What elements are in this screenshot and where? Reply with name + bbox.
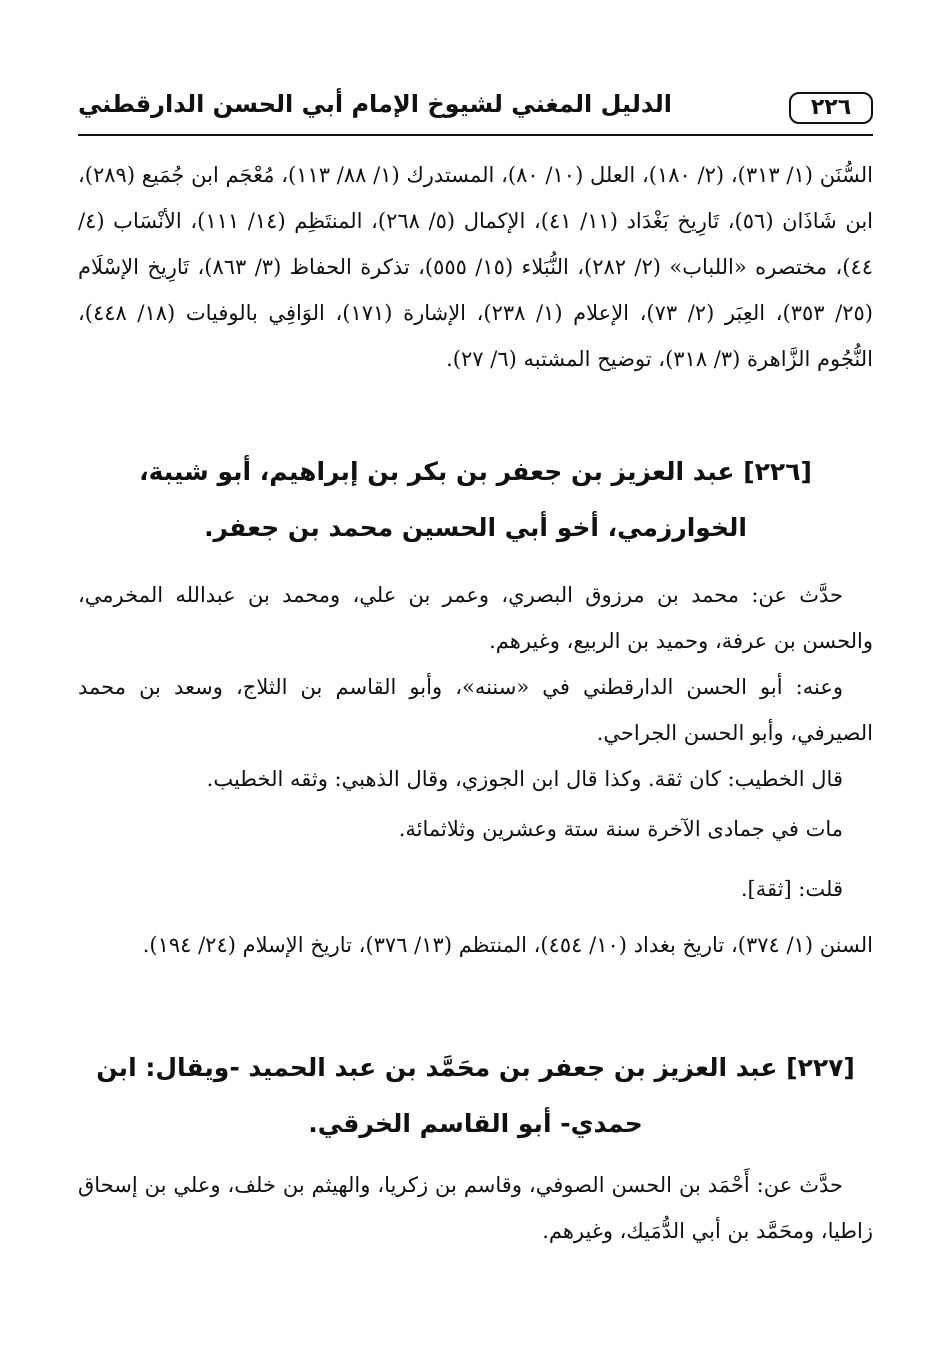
entry-226-heading: [٢٢٦] عبد العزيز بن جعفر بن بكر بن إبراهيم، أبو شيبة، الخوارزمي، أخو أبي الحسين محمد بن جعفر. bbox=[139, 457, 812, 542]
entry-227-narrated-from: حدَّث عن: أَحْمَد بن الحسن الصوفي، وقاسم بن زكريا، والهيثم بن خلف، وعلي بن إسحاق زاطيا، ومحَمَّد بن أبي الدُّمَيك، وغيرهم. bbox=[78, 1173, 873, 1243]
previous-entry-references: السُّنَن (١/ ٣١٣)، (٢/ ١٨٠)، العلل (١٠/ ٨٠)، المستدرك (١/ ٨٨/ ١١٣)، مُعْجَم ابن جُمَيع (٢٨٩)، ابن شَاذَان (٥٦)، تَارِيخ بَغْدَاد (١١/ ٤١)، الإكمال (٥/ ٢٦٨)، المنتَظِم (١٤/ ١١١)، الأنْسَاب (٤/ ٤٤)، مختصره «اللباب» (٢/ ٢٨٢)، النُّبَلاء (١٥/ ٥٥٥)، تذكرة الحفاظ (٣/ ٨٦٣)، تَارِيخ الإسْلَام (٢٥/ ٣٥٣)، العِبَر (٢/ ٧٣)، الإعلام (١/ ٢٣٨)، الإشارة (١٧١)، الوَافِي بالوفيات (١٨/ ٤٤٨)، النُّجُوم الزَّاهرة (٣/ ٣١٨)، توضيح المشتبه (٦/ ٢٧). bbox=[78, 163, 874, 371]
page-header bbox=[78, 88, 873, 136]
entry-226-references: السنن (١/ ٣٧٤)، تاريخ بغداد (١٠/ ٤٥٤)، المنتظم (١٣/ ٣٧٦)، تاريخ الإسلام (٢٤/ ١٩٤). bbox=[142, 933, 873, 957]
running-title: الدليل المغني لشيوخ الإمام أبي الحسن الدارقطني bbox=[78, 90, 672, 118]
entry-226-narrated-from: حدَّث عن: محمد بن مرزوق البصري، وعمر بن علي، ومحمد بن عبدالله المخرمي، والحسن بن عرفة، وحميد بن الربيع، وغيرهم. bbox=[78, 583, 873, 653]
page-number: ٢٢٦ bbox=[789, 92, 873, 124]
entry-226-grading: قال الخطيب: كان ثقة. وكذا قال ابن الجوزي، وقال الذهبي: وثقه الخطيب. bbox=[206, 767, 843, 791]
entry-227-heading: [٢٢٧] عبد العزيز بن جعفر بن محَمَّد بن عبد الحميد -ويقال: ابن حمدي- أبو القاسم الخرقي. bbox=[96, 1053, 855, 1138]
entry-226-death: مات في جمادى الآخرة سنة ستة وعشرين وثلاثمائة. bbox=[398, 817, 843, 841]
entry-226-verdict: قلت: [ثقة]. bbox=[740, 877, 843, 901]
entry-226-narrated-by: وعنه: أبو الحسن الدارقطني في «سننه»، وأبو القاسم بن الثلاج، وسعد بن محمد الصيرفي، وأبو الحسن الجراحي. bbox=[78, 675, 873, 745]
